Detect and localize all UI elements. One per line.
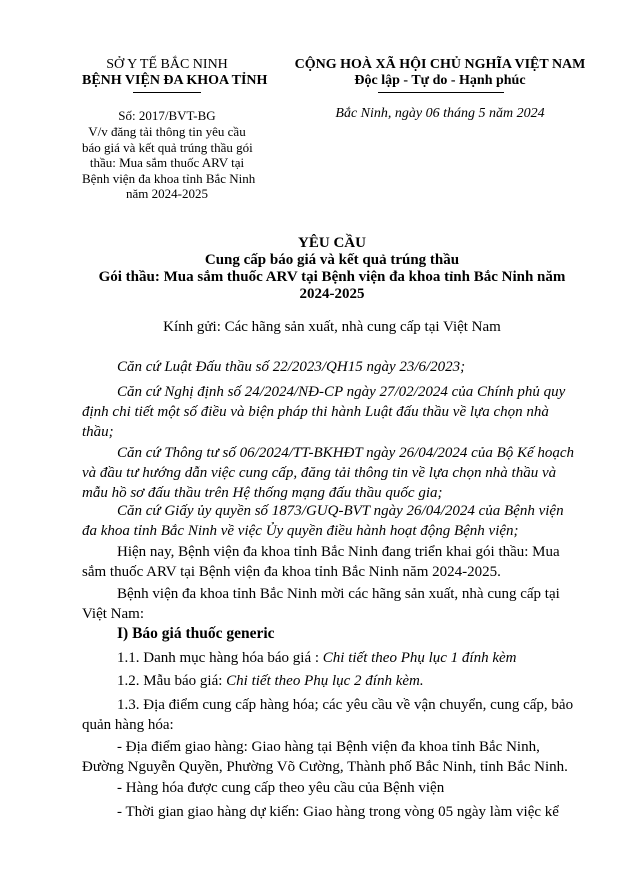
invite-paragraph: Bệnh viện đa khoa tỉnh Bắc Ninh mời các hãng sản xuất, nhà cung cấp tại Việt Nam: bbox=[82, 586, 560, 622]
subject-line: Bệnh viện đa khoa tỉnh Bắc Ninh bbox=[82, 170, 256, 186]
national-motto: Độc lập - Tự do - Hạnh phúc bbox=[354, 73, 526, 88]
issue-date: Bắc Ninh, ngày 06 tháng 5 năm 2024 bbox=[335, 106, 545, 121]
document-subject bbox=[82, 124, 256, 202]
delivery-time: - Thời gian giao hàng dự kiến: Giao hàng trong vòng 05 ngày làm việc kể bbox=[117, 804, 559, 820]
package-title: Gói thầu: Mua sắm thuốc ARV tại Bệnh viện đa khoa tỉnh Bắc Ninh năm bbox=[98, 269, 566, 285]
package-title-year: 2024-2025 bbox=[299, 286, 365, 302]
legal-basis-4: Căn cứ Giấy ủy quyền số 1873/GUQ-BVT ngày 26/04/2024 của Bệnh viện đa khoa tỉnh Bắc Ninh về việc Ủy quyền điều hành hoạt động Bệnh viện; bbox=[82, 503, 564, 539]
motto-underline bbox=[378, 92, 504, 93]
legal-basis-2: Căn cứ Nghị định số 24/2024/NĐ-CP ngày 27/02/2024 của Chính phủ quy định chi tiết một số điều và biện pháp thi hành Luật đấu thầu về lựa chọn nhà thầu; bbox=[82, 384, 566, 440]
document-number: Số: 2017/BVT-BG bbox=[118, 108, 216, 123]
item-1-2: 1.2. Mẫu báo giá: Chi tiết theo Phụ lục 2 đính kèm. bbox=[117, 673, 424, 689]
intro-paragraph: Hiện nay, Bệnh viện đa khoa tỉnh Bắc Ninh đang triển khai gói thầu: Mua sắm thuốc ARV tại Bệnh viện đa khoa tỉnh Bắc Ninh năm 2024-2025. bbox=[82, 544, 560, 580]
hospital-underline bbox=[133, 92, 201, 93]
document-subtitle: Cung cấp báo giá và kết quả trúng thầu bbox=[204, 252, 460, 268]
legal-basis-1: Căn cứ Luật Đấu thầu số 22/2023/QH15 ngày 23/6/2023; bbox=[117, 359, 466, 375]
subject-line: năm 2024-2025 bbox=[126, 186, 208, 201]
document-title: YÊU CẦU bbox=[298, 235, 366, 251]
department-name: SỞ Y TẾ BẮC NINH bbox=[106, 57, 228, 72]
item-1-1: 1.1. Danh mục hàng hóa báo giá : Chi tiết theo Phụ lục 1 đính kèm bbox=[117, 650, 517, 666]
subject-line: thầu: Mua sắm thuốc ARV tại bbox=[89, 155, 245, 170]
national-title: CỘNG HOÀ XÃ HỘI CHỦ NGHĨA VIỆT NAM bbox=[294, 57, 586, 72]
legal-basis-3: Căn cứ Thông tư số 06/2024/TT-BKHĐT ngày 26/04/2024 của Bộ Kế hoạch và đầu tư hướng dẫn việc cung cấp, đăng tải thông tin về lựa chọn nhà thầu và mẫu hồ sơ đấu thầu trên Hệ thống mạng đấu thầu quốc gia; bbox=[82, 445, 575, 501]
delivery-place: - Địa điểm giao hàng: Giao hàng tại Bệnh viện đa khoa tỉnh Bắc Ninh, Đường Nguyễn Quyền, Phường Võ Cường, Thành phố Bắc Ninh, tỉnh Bắc Ninh. bbox=[82, 739, 568, 775]
goods-supply: - Hàng hóa được cung cấp theo yêu cầu của Bệnh viện bbox=[117, 780, 445, 796]
hospital-name: BỆNH VIỆN ĐA KHOA TỈNH bbox=[82, 73, 268, 88]
item-1-3: 1.3. Địa điểm cung cấp hàng hóa; các yêu cầu về vận chuyển, cung cấp, bảo quản hàng hóa: bbox=[82, 697, 574, 733]
recipient-line: Kính gửi: Các hãng sản xuất, nhà cung cấp tại Việt Nam bbox=[163, 319, 501, 335]
section-heading: I) Báo giá thuốc generic bbox=[117, 625, 275, 642]
subject-line: báo giá và kết quả trúng thầu gói bbox=[82, 139, 253, 155]
subject-line: V/v đăng tải thông tin yêu cầu bbox=[88, 124, 246, 139]
